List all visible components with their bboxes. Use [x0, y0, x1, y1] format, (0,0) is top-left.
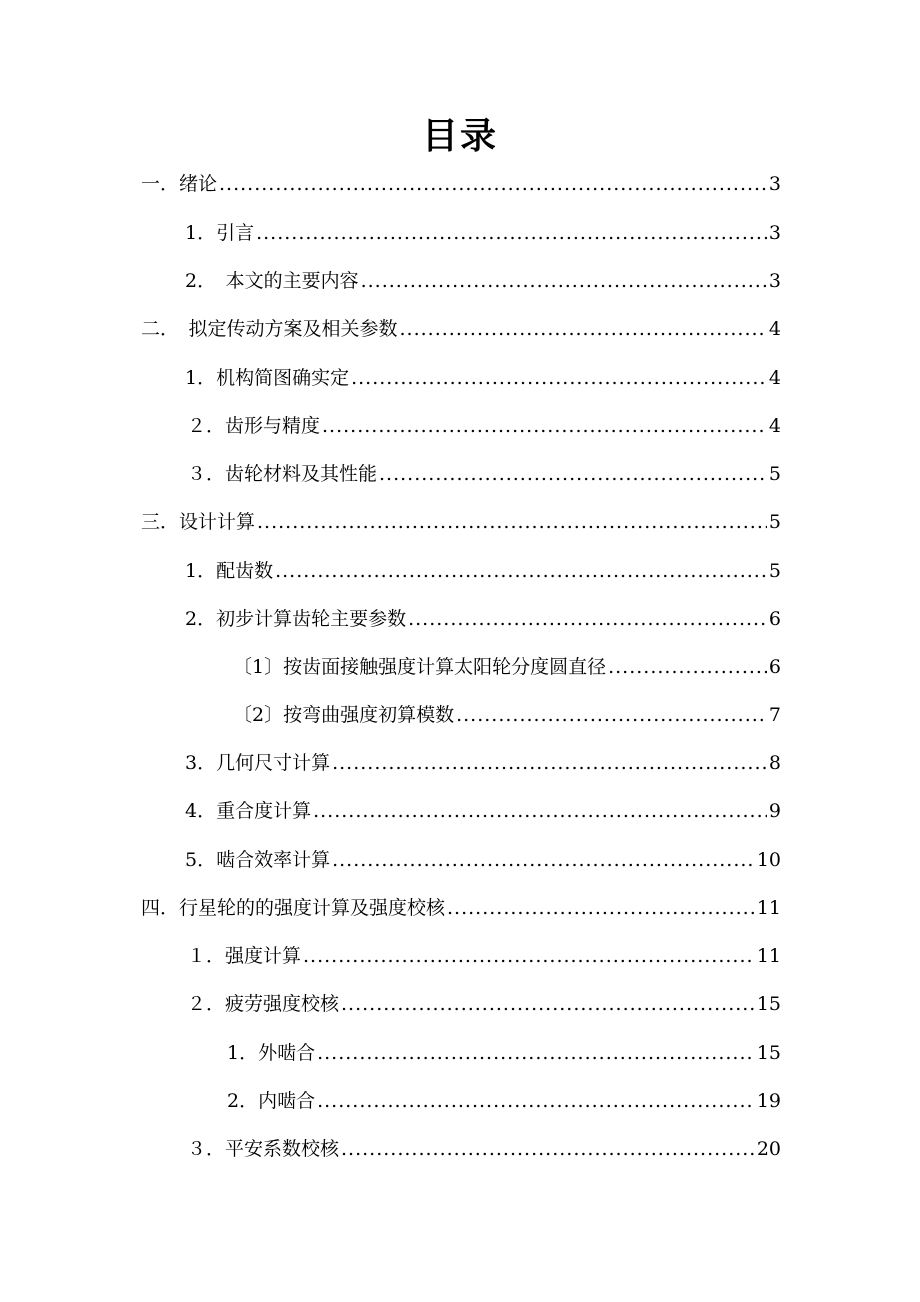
toc-entry-3-1[interactable] — [185, 556, 781, 586]
toc-page-number: 8 — [768, 752, 781, 774]
toc-entry-label: 5．啮合效率计算 — [185, 849, 331, 871]
toc-entry-3-2-1[interactable] — [233, 652, 781, 682]
toc-entry-label: ２．疲劳强度校核 — [187, 993, 340, 1015]
toc-entry-4-2[interactable] — [187, 989, 781, 1019]
toc-page-number: 3 — [768, 222, 781, 244]
toc-entry-3-2-2[interactable] — [233, 700, 781, 730]
dot-leader — [317, 1038, 755, 1068]
dot-leader — [256, 218, 767, 248]
dot-leader — [313, 796, 767, 826]
toc-entry-label: 四．行星轮的的强度计算及强度校核 — [141, 897, 446, 919]
toc-entry-4-3[interactable] — [187, 1134, 781, 1164]
toc-page-number: 20 — [756, 1138, 781, 1160]
dot-leader — [351, 363, 767, 393]
dot-leader — [361, 266, 767, 296]
toc-page-number: 11 — [756, 897, 781, 919]
toc-entry-label: 一．绪论 — [141, 173, 218, 195]
toc-page-number: 3 — [768, 270, 781, 292]
toc-entry-1-1[interactable] — [185, 218, 781, 248]
dot-leader — [341, 1134, 755, 1164]
toc-entry-label: 1．配齿数 — [185, 560, 274, 582]
toc-entry-1[interactable] — [141, 169, 781, 199]
toc-entry-label: 〔1〕按齿面接触强度计算太阳轮分度圆直径 — [233, 656, 607, 678]
toc-page-number: 5 — [768, 560, 781, 582]
toc-page-number: 7 — [768, 704, 781, 726]
toc-entry-label: １．强度计算 — [187, 945, 302, 967]
toc-entry-label: 2． 本文的主要内容 — [185, 270, 359, 292]
page-title: 目录 — [421, 115, 498, 157]
toc-page-number: 3 — [768, 173, 781, 195]
dot-leader — [341, 989, 755, 1019]
dot-leader — [322, 411, 767, 441]
toc-entry-label: 4．重合度计算 — [185, 800, 312, 822]
toc-page-number: 9 — [768, 800, 781, 822]
toc-page-number: 5 — [768, 463, 781, 485]
toc-entry-label: 1．机构简图确实定 — [185, 367, 350, 389]
toc-entry-label: ２．齿形与精度 — [187, 415, 321, 437]
toc-entry-label: 3．几何尺寸计算 — [185, 752, 331, 774]
dot-leader — [447, 893, 755, 923]
toc-entry-3-4[interactable] — [185, 796, 781, 826]
toc-entry-label: 〔2〕按弯曲强度初算模数 — [233, 704, 455, 726]
toc-entry-2-2[interactable] — [187, 411, 781, 441]
dot-leader — [219, 169, 767, 199]
toc-page-number: 4 — [768, 367, 781, 389]
toc-page-number: 10 — [756, 849, 781, 871]
toc-entry-label: 2．内啮合 — [227, 1090, 316, 1112]
dot-leader — [332, 845, 755, 875]
dot-leader — [332, 748, 767, 778]
toc-entry-4-1[interactable] — [187, 941, 781, 971]
toc-entry-3-2[interactable] — [185, 604, 781, 634]
toc-entry-label: 三．设计计算 — [141, 511, 256, 533]
toc-page-number: 4 — [768, 415, 781, 437]
toc-entry-1-2[interactable] — [185, 266, 781, 296]
dot-leader — [408, 604, 767, 634]
toc-page-number: 6 — [768, 608, 781, 630]
toc-entry-3[interactable] — [141, 507, 781, 537]
dot-leader — [379, 459, 767, 489]
toc-page-number: 19 — [756, 1090, 781, 1112]
toc-entry-3-5[interactable] — [185, 845, 781, 875]
toc-entry-2[interactable] — [141, 314, 781, 344]
toc-page-number: 6 — [768, 656, 781, 678]
toc-entry-label: 1．引言 — [185, 222, 255, 244]
dot-leader — [317, 1086, 755, 1116]
dot-leader — [456, 700, 767, 730]
toc-entry-label: 1．外啮合 — [227, 1042, 316, 1064]
toc-entry-label: ３．齿轮材料及其性能 — [187, 463, 378, 485]
toc-page-number: 15 — [756, 1042, 781, 1064]
toc-entry-label: 二． 拟定传动方案及相关参数 — [141, 318, 398, 340]
toc-entry-label: 2．初步计算齿轮主要参数 — [185, 608, 407, 630]
toc-page-number: 5 — [768, 511, 781, 533]
toc-entry-4-2-1[interactable] — [227, 1038, 781, 1068]
toc-page-number: 4 — [768, 318, 781, 340]
toc-entry-3-3[interactable] — [185, 748, 781, 778]
toc-entry-4[interactable] — [141, 893, 781, 923]
dot-leader — [303, 941, 755, 971]
dot-leader — [608, 652, 767, 682]
dot-leader — [257, 507, 767, 537]
dot-leader — [275, 556, 767, 586]
toc-entry-label: ３．平安系数校核 — [187, 1138, 340, 1160]
toc-entry-4-2-2[interactable] — [227, 1086, 781, 1116]
toc-page-number: 11 — [756, 945, 781, 967]
dot-leader — [400, 314, 767, 344]
toc-entry-2-1[interactable] — [185, 363, 781, 393]
toc-entry-2-3[interactable] — [187, 459, 781, 489]
toc-page-number: 15 — [756, 993, 781, 1015]
